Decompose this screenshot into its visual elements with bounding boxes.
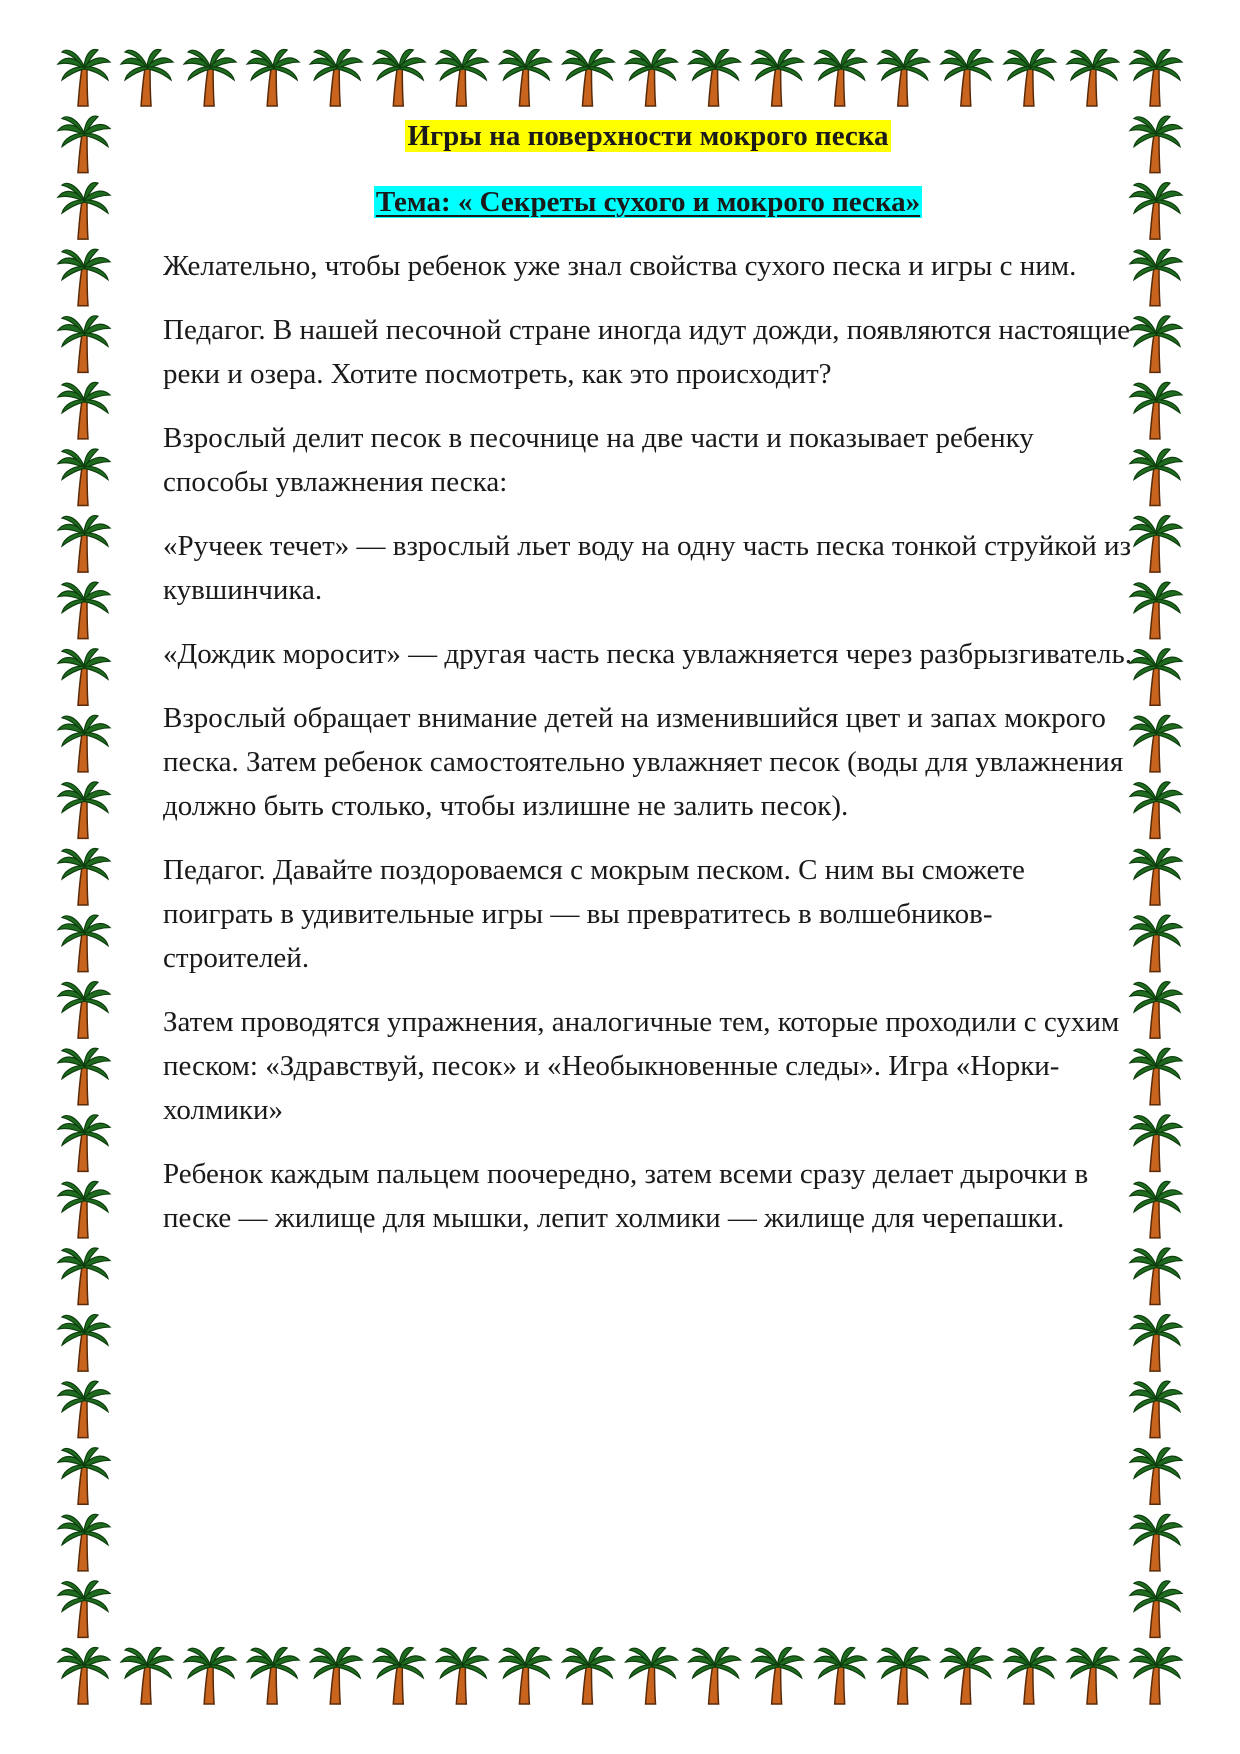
palm-tree-icon xyxy=(1130,516,1182,572)
palm-tree-icon xyxy=(184,1648,236,1704)
paragraph-8: Затем проводятся упражнения, аналогичные тем, которые проходили с сухим песком: «Здравствуй, песок» и «Необыкновенные следы». Игра «Норки-холмики» xyxy=(163,1006,1120,1126)
paragraph-9: Ребенок каждым пальцем поочередно, затем всеми сразу делает дырочки в песке — жилище для мышки, лепит холмики — жилище для черепашки. xyxy=(163,1158,1089,1234)
palm-tree-icon xyxy=(1130,1248,1182,1304)
document-content xyxy=(163,118,1133,1260)
palm-tree-icon xyxy=(58,449,110,505)
paragraph-7: Педагог. Давайте поздороваемся с мокрым песком. С ним вы сможете поиграть в удивительные игры — вы превратитесь в волшебников-строителей. xyxy=(163,854,1025,974)
palm-tree-icon xyxy=(1130,1381,1182,1437)
palm-tree-icon xyxy=(58,1115,110,1171)
palm-tree-icon xyxy=(121,1648,173,1704)
palm-tree-icon xyxy=(1130,849,1182,905)
paragraph-3: Взрослый делит песок в песочнице на две части и показывает ребенку способы увлажнения песка: xyxy=(163,422,1034,498)
palm-tree-icon xyxy=(373,1648,425,1704)
palm-tree-icon xyxy=(1067,50,1119,106)
palm-tree-icon xyxy=(752,1648,804,1704)
palm-tree-icon xyxy=(58,382,110,438)
palm-tree-icon xyxy=(878,1648,930,1704)
palm-tree-icon xyxy=(58,249,110,305)
palm-tree-icon xyxy=(58,1514,110,1570)
palm-tree-icon xyxy=(689,50,741,106)
palm-tree-icon xyxy=(1130,782,1182,838)
palm-tree-icon xyxy=(1130,382,1182,438)
document-title: Игры на поверхности мокрого песка xyxy=(407,120,889,152)
palm-tree-icon xyxy=(58,1048,110,1104)
palm-tree-icon xyxy=(1130,449,1182,505)
palm-tree-icon xyxy=(58,1448,110,1504)
palm-tree-icon xyxy=(436,50,488,106)
palm-tree-icon xyxy=(626,50,678,106)
palm-tree-icon xyxy=(1130,1181,1182,1237)
palm-tree-icon xyxy=(1130,1315,1182,1371)
palm-tree-icon xyxy=(58,1248,110,1304)
palm-tree-icon xyxy=(58,1315,110,1371)
palm-tree-icon xyxy=(58,915,110,971)
palm-tree-icon xyxy=(1130,183,1182,239)
palm-tree-icon xyxy=(1067,1648,1119,1704)
palm-tree-icon xyxy=(1130,1514,1182,1570)
palm-tree-icon xyxy=(1130,116,1182,172)
palm-tree-icon xyxy=(58,116,110,172)
palm-tree-icon xyxy=(58,516,110,572)
paragraph-4: «Ручеек течет» — взрослый льет воду на одну часть песка тонкой струйкой из кувшинчика. xyxy=(163,530,1132,606)
palm-tree-icon xyxy=(1130,1448,1182,1504)
palm-tree-icon xyxy=(1130,1115,1182,1171)
palm-tree-icon xyxy=(941,1648,993,1704)
palm-tree-icon xyxy=(436,1648,488,1704)
palm-tree-icon xyxy=(121,50,173,106)
palm-tree-icon xyxy=(499,1648,551,1704)
palm-tree-icon xyxy=(58,782,110,838)
palm-tree-icon xyxy=(58,849,110,905)
palm-tree-icon xyxy=(58,649,110,705)
palm-tree-icon xyxy=(941,50,993,106)
palm-tree-icon xyxy=(58,1581,110,1637)
palm-tree-icon xyxy=(499,50,551,106)
palm-tree-icon xyxy=(1130,915,1182,971)
palm-tree-icon xyxy=(373,50,425,106)
palm-tree-icon xyxy=(1130,316,1182,372)
palm-tree-icon xyxy=(58,1181,110,1237)
palm-tree-icon xyxy=(1130,715,1182,771)
document-topic: Тема: « Секреты сухого и мокрого песка» xyxy=(375,186,921,218)
palm-tree-icon xyxy=(184,50,236,106)
palm-tree-icon xyxy=(1130,1048,1182,1104)
palm-tree-icon xyxy=(562,50,614,106)
palm-tree-icon xyxy=(1130,1581,1182,1637)
palm-tree-icon xyxy=(58,715,110,771)
palm-tree-icon xyxy=(562,1648,614,1704)
palm-tree-icon xyxy=(58,982,110,1038)
palm-tree-icon xyxy=(310,50,362,106)
palm-tree-icon xyxy=(58,183,110,239)
palm-tree-icon xyxy=(1130,50,1182,106)
palm-tree-icon xyxy=(1130,1648,1182,1704)
palm-tree-icon xyxy=(247,1648,299,1704)
palm-tree-icon xyxy=(58,1648,110,1704)
palm-tree-icon xyxy=(58,50,110,106)
palm-tree-icon xyxy=(58,1381,110,1437)
palm-tree-icon xyxy=(1130,249,1182,305)
palm-tree-icon xyxy=(689,1648,741,1704)
palm-tree-icon xyxy=(1130,582,1182,638)
palm-tree-icon xyxy=(58,316,110,372)
palm-tree-icon xyxy=(1004,1648,1056,1704)
palm-tree-icon xyxy=(247,50,299,106)
palm-tree-icon xyxy=(310,1648,362,1704)
paragraph-2: Педагог. В нашей песочной стране иногда идут дожди, появляются настоящие реки и озера. Хотите посмотреть, как это происходит? xyxy=(163,314,1130,390)
palm-tree-icon xyxy=(878,50,930,106)
palm-tree-icon xyxy=(1130,982,1182,1038)
palm-tree-icon xyxy=(58,582,110,638)
paragraph-6: Взрослый обращает внимание детей на изменившийся цвет и запах мокрого песка. Затем ребенок самостоятельно увлажняет песок (воды для увлажнения должно быть столько, чтобы излишне не залить песок). xyxy=(163,702,1124,822)
paragraph-5: «Дождик моросит» — другая часть песка увлажняется через разбрызгиватель. xyxy=(163,638,1132,670)
palm-tree-icon xyxy=(626,1648,678,1704)
palm-tree-icon xyxy=(752,50,804,106)
palm-tree-icon xyxy=(815,50,867,106)
paragraph-1: Желательно, чтобы ребенок уже знал свойства сухого песка и игры с ним. xyxy=(163,250,1077,282)
palm-tree-icon xyxy=(1004,50,1056,106)
palm-tree-icon xyxy=(1130,649,1182,705)
palm-tree-icon xyxy=(815,1648,867,1704)
